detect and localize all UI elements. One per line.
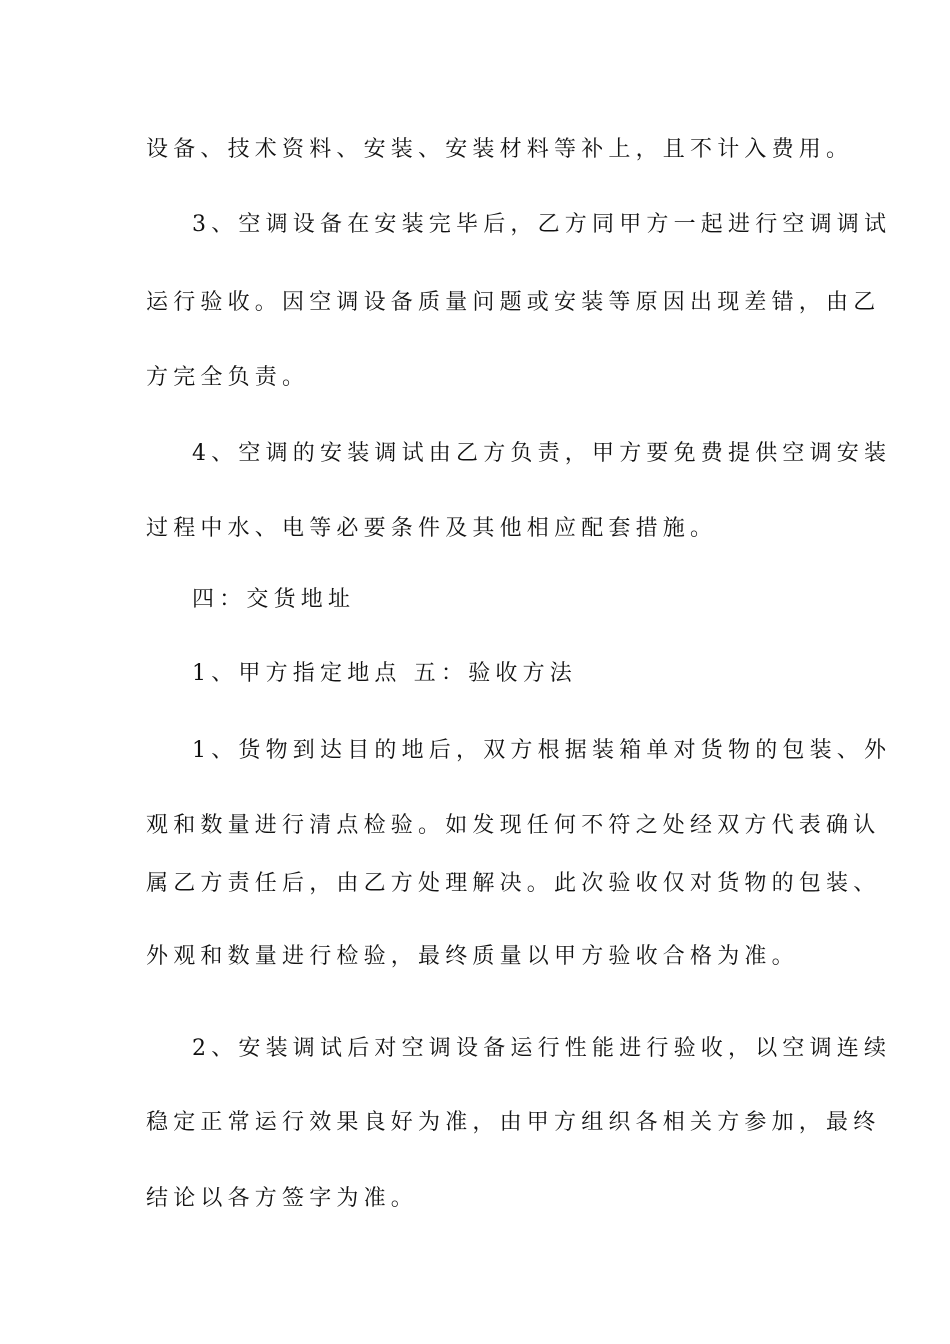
text-line: 属乙方责任后，由乙方处理解决。此次验收仅对货物的包装、 xyxy=(146,871,881,896)
acceptance-clause-2-line: 2、安装调试后对空调设备运行性能进行验收，以空调连续 xyxy=(192,1036,892,1061)
text-line: 过程中水、电等必要条件及其他相应配套措施。 xyxy=(146,516,718,541)
text-line: 稳定正常运行效果良好为准，由甲方组织各相关方参加，最终 xyxy=(146,1110,881,1135)
text-line: 结论以各方签字为准。 xyxy=(146,1186,419,1211)
text-line: 观和数量进行清点检验。如发现任何不符之处经双方代表确认 xyxy=(146,813,881,838)
text-line: 方完全负责。 xyxy=(146,365,310,390)
acceptance-clause-1-line: 1、货物到达目的地后，双方根据装箱单对货物的包装、外 xyxy=(192,738,892,763)
delivery-and-acceptance-heading: 1、甲方指定地点 五：验收方法 xyxy=(192,661,577,686)
section-heading-delivery: 四：交货地址 xyxy=(192,587,356,612)
clause-3-line: 3、空调设备在安装完毕后，乙方同甲方一起进行空调调试 xyxy=(192,212,892,237)
text-line: 设备、技术资料、安装、安装材料等补上，且不计入费用。 xyxy=(146,137,854,162)
text-line: 运行验收。因空调设备质量问题或安装等原因出现差错，由乙 xyxy=(146,290,881,315)
clause-4-line: 4、空调的安装调试由乙方负责，甲方要免费提供空调安装 xyxy=(192,441,892,466)
text-line: 外观和数量进行检验，最终质量以甲方验收合格为准。 xyxy=(146,944,799,969)
